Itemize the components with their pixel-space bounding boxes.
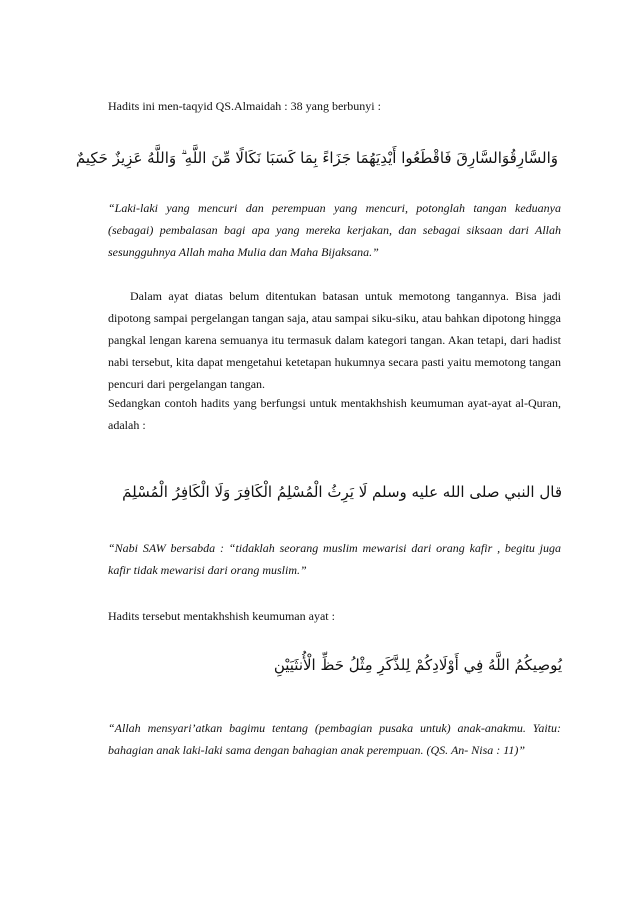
translation-almaidah-38: “Laki-laki yang mencuri dan perempuan yang mencuri, potonglah tangan keduanya (sebagai) pembalasan bagi apa yang mereka kerjakan, dan sebagai siksaan dari Allah sesungguhnya Allah maha Mulia dan Maha Bijaksana.” [108, 201, 561, 259]
arabic-verse-annisa-11: يُوصِيكُمُ اللَّهُ فِي أَوْلَادِكُمْ لِلذَّكَرِ مِثْلُ حَظِّ الْأُنثَيَيْنِ [273, 656, 562, 674]
translation-annisa-11: “Allah mensyari’atkan bagimu tentang (pembagian pusaka untuk) anak-anakmu. Yaitu: bahagian anak laki-laki sama dengan bahagian anak perempuan. (QS. An- Nisa : 11)” [108, 721, 561, 757]
arabic-hadith: قال النبي صلى الله عليه وسلم لَا يَرِثُ الْمُسْلِمُ الْكَافِرَ وَلَا الْكَافِرُ الْمُسْلِمَ [122, 483, 562, 501]
intro-line: Hadits ini men-taqyid QS.Almaidah : 38 yang berbunyi : [108, 99, 381, 113]
translation-hadith: “Nabi SAW bersabda : “tidaklah seorang muslim mewarisi dari orang kafir , begitu juga kafir tidak mewarisi dari orang muslim.” [108, 541, 561, 577]
hadith-note: Hadits tersebut mentakhshish keumuman ayat : [108, 609, 335, 623]
example-intro-paragraph: Sedangkan contoh hadits yang berfungsi untuk mentakhshish keumuman ayat-ayat al-Quran, adalah : [108, 396, 561, 432]
arabic-verse-almaidah-38: وَالسَّارِقُوَالسَّارِقَ فَاقْطَعُوا أَيْدِيَهُمَا جَزَاءً بِمَا كَسَبَا نَكَالًا مِّنَ اللَّهِ ۗ وَاللَّهُ عَزِيزٌ حَكِيمٌ [75, 149, 558, 167]
explanation-paragraph: Dalam ayat diatas belum ditentukan batasan untuk memotong tangannya. Bisa jadi dipotong sampai pergelangan tangan saja, atau sampai siku-siku, atau bahkan dipotong hingga pangkal lengan karena semuanya itu termasuk dalam kategori tangan. Akan tetapi, dari hadist nabi tersebut, kita dapat mengetahui ketetapan hukumnya secara pasti yaitu memotong tangan pencuri dari pergelangan tangan. [108, 289, 561, 391]
